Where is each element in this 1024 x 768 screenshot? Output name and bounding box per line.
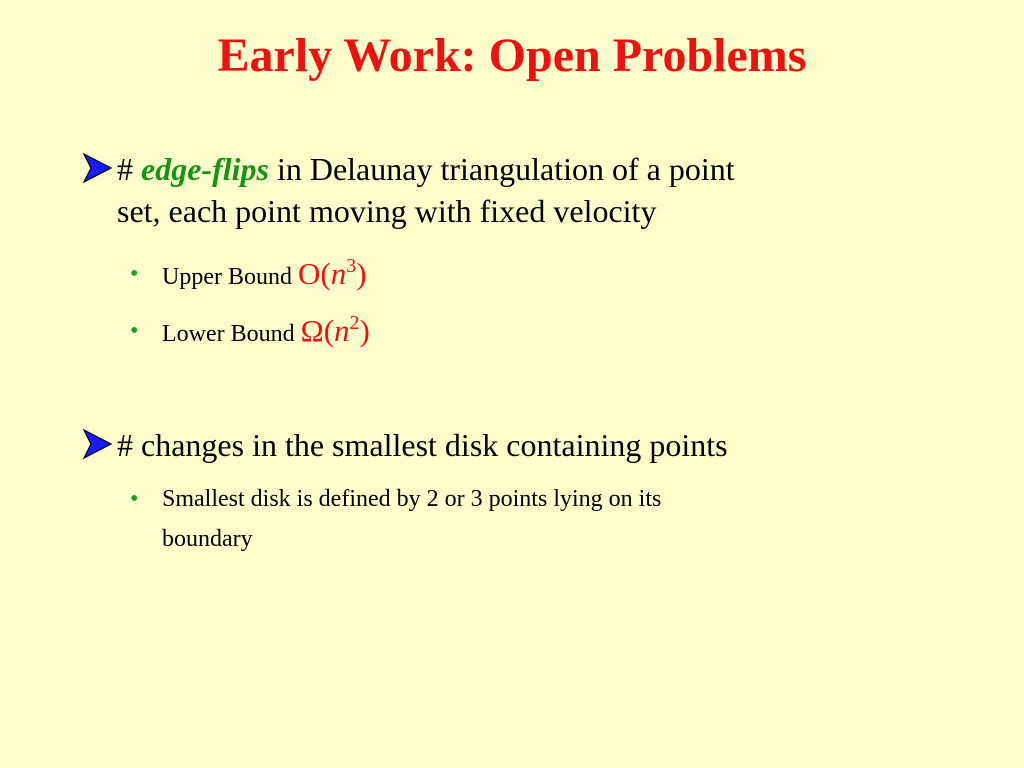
bullet-edge-flips [80, 148, 910, 232]
bullet-text [117, 148, 910, 232]
bullet-text-line1: in Delaunay triangulation of a point [276, 151, 735, 187]
lower-bound-label: Lower Bound [162, 321, 295, 347]
upper-bound-label: Upper Bound [162, 264, 292, 290]
bullet-text-line2: set, each point moving with fixed velocity [117, 193, 657, 229]
bullet-prefix: # [117, 151, 133, 187]
dot-bullet-icon: • [130, 318, 139, 344]
slide-title: Early Work: Open Problems [217, 29, 807, 82]
subbullet-upper-bound [130, 254, 890, 297]
bullet-text: # changes in the smallest disk containing points [117, 427, 728, 463]
bullet-smallest-disk [80, 424, 910, 466]
upper-bound-expression: $O(n^3)$ [297, 255, 367, 291]
subbullet-text: Smallest disk is defined by 2 or 3 points lying on its boundary [162, 486, 662, 552]
arrowhead-bullet-icon [80, 426, 114, 460]
arrowhead-bullet-icon [80, 150, 114, 184]
subbullet-lower-bound [130, 311, 890, 354]
dot-bullet-icon: • [130, 486, 139, 512]
dot-bullet-icon: • [130, 261, 139, 287]
lower-bound-expression: $\Omega(n^2)$ [300, 312, 370, 348]
subbullet-smallest-disk-definition [130, 479, 890, 559]
edge-flips-term: edge-flips [141, 151, 269, 187]
